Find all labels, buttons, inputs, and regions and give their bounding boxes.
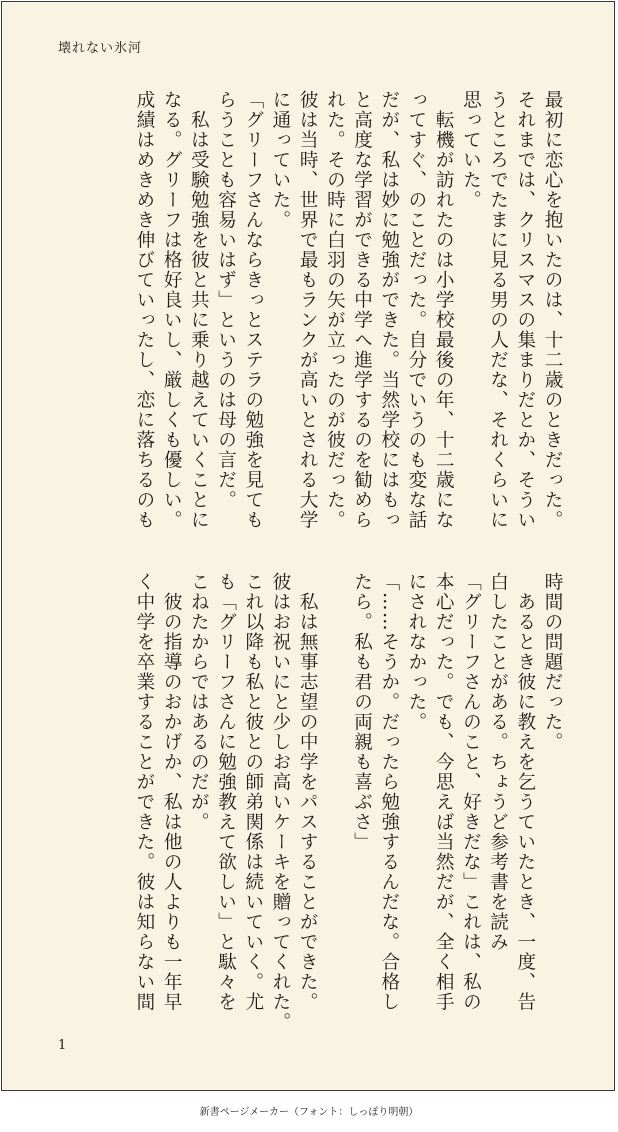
- text-line: 「……そうか。だったら勉強するんだな。合格し: [378, 572, 400, 1012]
- text-line: 彼は当時、世界で最もランクが高いとされる大学: [297, 90, 319, 530]
- text-line: だが、私は妙に勉強ができた。当然学校にはもっ: [378, 90, 400, 530]
- text-line: 「グリーフさんならきっとステラの勉強を見ても: [242, 90, 264, 530]
- text-line: これ以降も私と彼との師弟関係は続いていく。尤: [242, 572, 264, 1012]
- book-title: 壊れない氷河: [58, 41, 143, 56]
- text-line: 時間の問題だった。: [542, 572, 563, 752]
- text-line: に通っていた。: [269, 90, 291, 230]
- text-line: 私は無事志望の中学をパスすることができた。: [297, 572, 319, 1012]
- text-line: く中学を卒業することができた。彼は知らない間: [133, 572, 155, 1012]
- text-line: にされなかった。: [405, 572, 427, 732]
- text-line: 彼はお祝いにと少しお高いケーキを贈ってくれた。: [269, 572, 291, 1032]
- text-line: と高度な学習ができる中学へ進学するのを勧めら: [351, 90, 373, 530]
- text-line: 「グリーフさんのこと、好きだな」これは、私の: [460, 572, 482, 1012]
- book-page: [1, 1, 615, 1091]
- text-line: なる。グリーフは格好良いし、厳しくも優しい。: [161, 90, 183, 530]
- text-line: 思っていた。: [460, 90, 482, 210]
- text-column-top: [131, 90, 566, 528]
- text-line: 成績はめきめき伸びていったし、恋に落ちるのも: [133, 90, 155, 530]
- text-line: 白したことがある。ちょうど参考書を読み: [487, 572, 509, 952]
- text-line: も「グリーフさんに勉強教えて欲しい」と駄々を: [215, 572, 237, 1012]
- text-line: 本心だった。でも、今思えば当然だが、全く相手: [433, 572, 455, 1012]
- text-line: れた。その時に白羽の矢が立ったのが彼だった。: [324, 90, 346, 530]
- text-line: 彼の指導のおかげか、私は他の人よりも一年早: [161, 572, 183, 1012]
- text-line: それまでは、クリスマスの集まりだとか、そうい: [514, 90, 536, 530]
- text-line: こねたからではあるのだが。: [188, 572, 210, 832]
- text-line: 最初に恋心を抱いたのは、十二歳のときだった。: [542, 90, 563, 530]
- text-line: ってすぐ、のことだった。自分でいうのも変な話: [405, 90, 427, 530]
- text-line: うところでたまに見る男の人だな、それくらいに: [487, 90, 509, 530]
- text-line: たら。私も君の両親も喜ぶさ」: [351, 572, 373, 852]
- text-line: 転機が訪れたのは小学校最後の年、十二歳にな: [433, 90, 455, 530]
- text-line: あるとき彼に教えを乞うていたとき、一度、告: [514, 572, 536, 1012]
- text-line: らうことも容易いはず」というのは母の言だ。: [215, 90, 237, 510]
- footer-credit: 新書ページメーカー（フォント：しっぽり明朝）: [199, 1107, 419, 1118]
- text-line: [321, 572, 348, 1010]
- page-number: 1: [58, 1038, 67, 1053]
- text-column-bottom: [131, 572, 566, 1032]
- text-line: 私は受験勉強を彼と共に乗り越えていくことに: [188, 90, 210, 530]
